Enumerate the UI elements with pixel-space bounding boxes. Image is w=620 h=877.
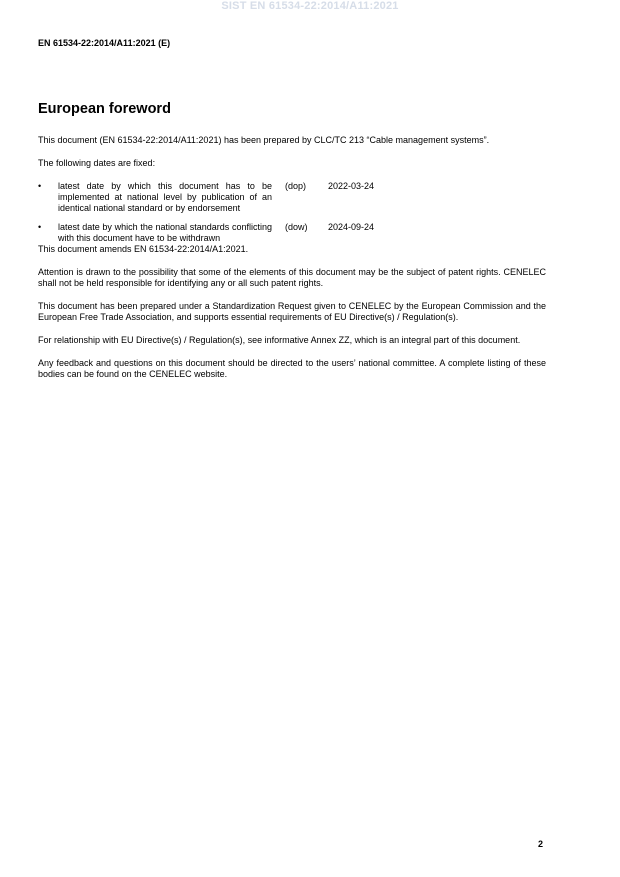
date-item-dop	[38, 181, 546, 214]
dates-list	[38, 181, 546, 244]
date-description: latest date by which the national standards conflicting with this document have to be withdrawn	[58, 222, 272, 243]
patent-paragraph: Attention is drawn to the possibility that some of the elements of this document may be the subject of patent rights. CENELEC shall not be held responsible for identifying any or all such patent rights.	[38, 267, 546, 288]
date-code: (dow)	[285, 222, 308, 232]
dates-fixed-paragraph: The following dates are fixed:	[38, 158, 156, 168]
document-id: EN 61534-22:2014/A11:2021 (E)	[38, 38, 171, 48]
date-value: 2024-09-24	[328, 222, 375, 232]
standardization-paragraph: This document has been prepared under a Standardization Request given to CENELEC by the European Commission and the European Free Trade Association, and supports essential requirements of EU Directive(s) / Regulation(s).	[38, 301, 546, 322]
page-title: European foreword	[38, 101, 171, 117]
document-body	[38, 135, 546, 392]
date-item-dow	[38, 222, 546, 244]
relationship-paragraph: For relationship with EU Directive(s) / Regulation(s), see informative Annex ZZ, which is an integral part of this document.	[38, 335, 521, 345]
page-number: 2	[538, 839, 544, 849]
watermark: SIST EN 61534-22:2014/A11:2021	[221, 0, 399, 12]
date-value: 2022-03-24	[328, 181, 375, 191]
bullet-icon: •	[38, 181, 42, 191]
date-code: (dop)	[285, 181, 307, 191]
date-description: latest date by which this document has to be implemented at national level by publication of an identical national standard or by endorsement	[58, 181, 272, 213]
intro-paragraph: This document (EN 61534-22:2014/A11:2021) has been prepared by CLC/TC 213 “Cable management systems”.	[38, 135, 490, 145]
feedback-paragraph: Any feedback and questions on this document should be directed to the users’ national committee. A complete listing of these bodies can be found on the CENELEC website.	[38, 358, 546, 379]
amends-paragraph: This document amends EN 61534-22:2014/A1:2021.	[38, 244, 249, 254]
bullet-icon: •	[38, 222, 42, 232]
